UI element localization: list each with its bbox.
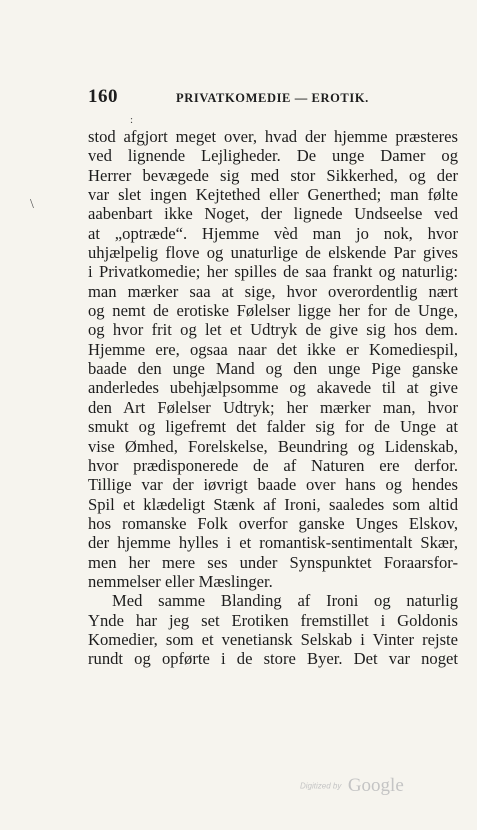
paragraph-2 <box>88 591 458 668</box>
text-line: baade den unge Mand og den unge Pige ganske <box>88 359 458 379</box>
text-line: og hvor frit og let et Udtryk de give sig hos dem. <box>88 320 458 340</box>
page-number: 160 <box>88 86 118 107</box>
text-line: nemmelser eller Mæslinger. <box>88 571 273 591</box>
google-logo: Google <box>347 775 404 796</box>
text-line: Med samme Blanding af Ironi og naturlig <box>112 591 458 611</box>
text-line: uhjælpelig flove og unaturlige de elskende Par gives <box>88 243 458 263</box>
watermark-prefix: Digitized by <box>300 781 342 791</box>
text-line: i Privatkomedie; her spilles de saa frankt og naturlig: <box>88 262 458 282</box>
text-line: man mærker saa at sige, hvor overordentlig nært <box>88 281 458 301</box>
margin-mark: \ <box>30 197 34 212</box>
text-line: var slet ingen Kejtethed eller Generthed; man følte <box>88 185 458 205</box>
running-head <box>88 86 388 112</box>
running-title: PRIVATKOMEDIE — EROTIK. <box>176 91 369 105</box>
digitized-watermark <box>300 775 404 797</box>
body-text <box>88 127 458 669</box>
text-line: Spil et klædeligt Stænk af Ironi, saaledes som altid <box>88 494 458 514</box>
text-line: hvor prædisponerede de af Naturen ere derfor. <box>88 455 458 475</box>
text-line: men her mere ses under Synspunktet Foraarsfor- <box>88 552 458 572</box>
text-line: Hjemme ere, ogsaa naar det ikke er Komediespil, <box>88 339 458 359</box>
text-line: Komedier, som et venetiansk Selskab i Vinter rejste <box>88 629 458 649</box>
text-line: hos romanske Folk overfor ganske Unges Elskov, <box>88 513 458 533</box>
text-line: smukt og ligefremt det falder sig for de Unge at <box>88 417 458 437</box>
text-line: aabenbart ikke Noget, der lignede Undseelse ved <box>88 204 458 224</box>
text-line: Tillige var der iøvrigt baade over hans og hendes <box>88 475 458 495</box>
text-line: rundt og opførte i de store Byer. Det var noget <box>88 649 458 669</box>
text-line: Herrer bevægede sig med stor Sikkerhed, og der <box>88 165 458 185</box>
text-line: og nemt de erotiske Følelser ligge her for de Unge, <box>88 301 458 321</box>
text-line: den Art Følelser Udtryk; her mærker man, hvor <box>88 397 458 417</box>
text-line: Ynde har jeg set Erotiken fremstillet i Goldonis <box>88 610 458 630</box>
text-line: der hjemme hylles i et romantisk-sentimentalt Skær, <box>88 533 458 553</box>
text-line: ved lignende Lejligheder. De unge Damer og <box>88 146 458 166</box>
text-line: vise Ømhed, Forelskelse, Beundring og Lidenskab, <box>88 436 458 456</box>
text-line: anderledes ubehjælpsomme og akavede til at give <box>88 378 458 398</box>
text-line: stod afgjort meget over, hvad der hjemme præsteres <box>88 127 458 146</box>
print-speck: : <box>130 114 134 126</box>
text-line: at „optræde“. Hjemme vèd man jo nok, hvor <box>88 223 458 243</box>
paragraph-1 <box>88 127 458 591</box>
